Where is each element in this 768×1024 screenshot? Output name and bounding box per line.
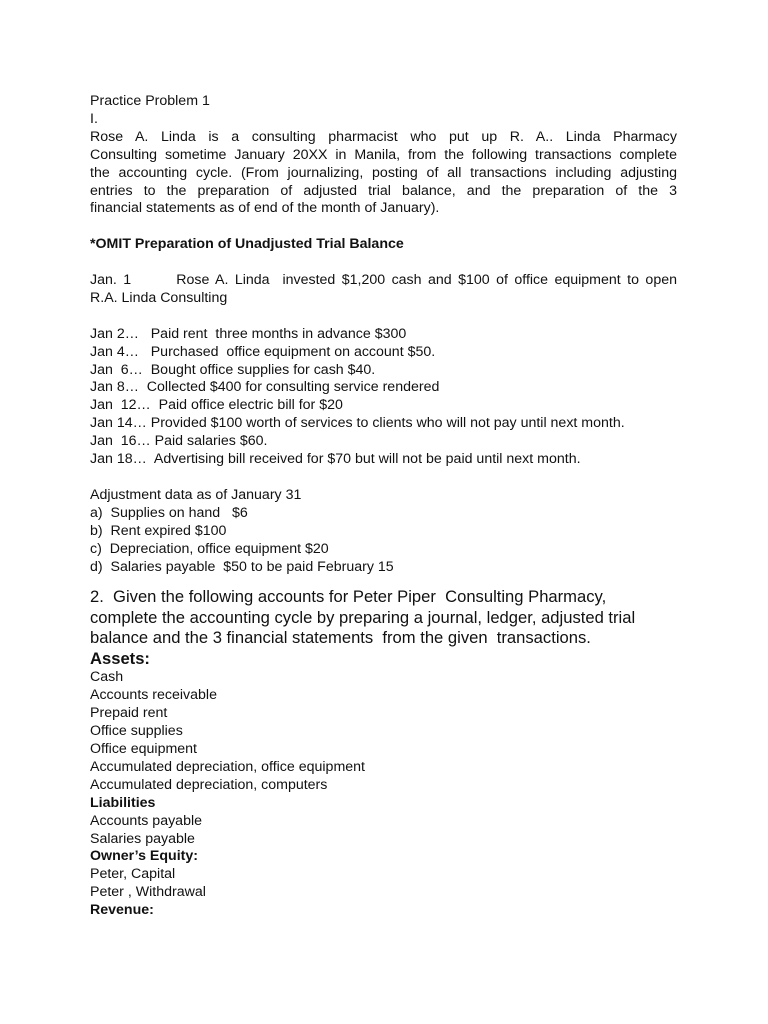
intro-line: financial statements as of end of the month of January). bbox=[90, 200, 440, 217]
account-item: Peter , Withdrawal bbox=[90, 884, 206, 901]
adjustment-item: d) Salaries payable $50 to be paid February 15 bbox=[90, 558, 394, 575]
spacer bbox=[90, 469, 677, 487]
account-item: Accumulated depreciation, office equipment bbox=[90, 758, 365, 775]
account-item: Cash bbox=[90, 669, 124, 686]
transaction-list bbox=[90, 326, 677, 469]
adjustment-list bbox=[90, 505, 677, 577]
account-item: Accounts receivable bbox=[90, 687, 217, 704]
account-item: Prepaid rent bbox=[90, 705, 168, 722]
account-item: Accumulated depreciation, computers bbox=[90, 776, 328, 793]
account-item: Salaries payable bbox=[90, 830, 195, 847]
problem2-line: balance and the 3 financial statements from the given transactions. bbox=[90, 628, 591, 648]
adjustment-heading: Adjustment data as of January 31 bbox=[90, 486, 302, 503]
transaction-item: Jan 2… Paid rent three months in advance $300 bbox=[90, 325, 407, 342]
omit-note: *OMIT Preparation of Unadjusted Trial Balance bbox=[90, 236, 404, 253]
spacer bbox=[90, 308, 677, 326]
problem-title: Practice Problem 1 bbox=[90, 93, 210, 109]
adjustment-item: c) Depreciation, office equipment $20 bbox=[90, 540, 329, 557]
transaction-item: Jan 8… Collected $400 for consulting service rendered bbox=[90, 379, 440, 396]
problem2-line: 2. Given the following accounts for Peter Piper Consulting Pharmacy, bbox=[90, 587, 607, 607]
liabilities-list bbox=[90, 813, 677, 849]
problem2-line: complete the accounting cycle by preparing a journal, ledger, adjusted trial bbox=[90, 607, 636, 627]
jan1-transaction bbox=[90, 272, 677, 308]
intro-line: the accounting cycle. (From journalizing, posting of all transactions including adjusting bbox=[90, 164, 677, 181]
equity-heading: Owner’s Equity: bbox=[90, 848, 198, 865]
spacer bbox=[90, 254, 677, 272]
revenue-heading: Revenue: bbox=[90, 902, 154, 919]
account-item: Accounts payable bbox=[90, 812, 202, 829]
transaction-item: Jan 4… Purchased office equipment on account $50. bbox=[90, 343, 436, 360]
intro-paragraph bbox=[90, 129, 677, 219]
roman-numeral-heading: I. bbox=[90, 110, 98, 127]
account-item: Office supplies bbox=[90, 723, 183, 740]
jan1-line: R.A. Linda Consulting bbox=[90, 289, 228, 306]
assets-heading: Assets: bbox=[90, 648, 150, 668]
assets-list bbox=[90, 669, 677, 794]
problem2-instructions bbox=[90, 587, 677, 649]
transaction-item: Jan 18… Advertising bill received for $70 but will not be paid until next month. bbox=[90, 451, 581, 468]
transaction-item: Jan 12… Paid office electric bill for $20 bbox=[90, 397, 343, 414]
transaction-item: Jan 16… Paid salaries $60. bbox=[90, 433, 268, 450]
liabilities-heading: Liabilities bbox=[90, 794, 156, 811]
spacer bbox=[90, 218, 677, 236]
equity-list bbox=[90, 866, 677, 902]
adjustment-item: b) Rent expired $100 bbox=[90, 522, 227, 539]
intro-line: Consulting sometime January 20XX in Manila, from the following transactions complete bbox=[90, 146, 677, 163]
adjustment-item: a) Supplies on hand $6 bbox=[90, 504, 248, 521]
jan1-line: Jan. 1 Rose A. Linda invested $1,200 cash and $100 of office equipment to open bbox=[90, 272, 677, 289]
intro-line: Rose A. Linda is a consulting pharmacist who put up R. A.. Linda Pharmacy bbox=[90, 128, 677, 145]
transaction-item: Jan 14… Provided $100 worth of services to clients who will not pay until next month. bbox=[90, 415, 625, 432]
transaction-item: Jan 6… Bought office supplies for cash $40. bbox=[90, 361, 376, 378]
account-item: Office equipment bbox=[90, 741, 197, 758]
intro-line: entries to the preparation of adjusted trial balance, and the preparation of the 3 bbox=[90, 182, 677, 199]
document-page bbox=[90, 93, 677, 920]
account-item: Peter, Capital bbox=[90, 866, 176, 883]
